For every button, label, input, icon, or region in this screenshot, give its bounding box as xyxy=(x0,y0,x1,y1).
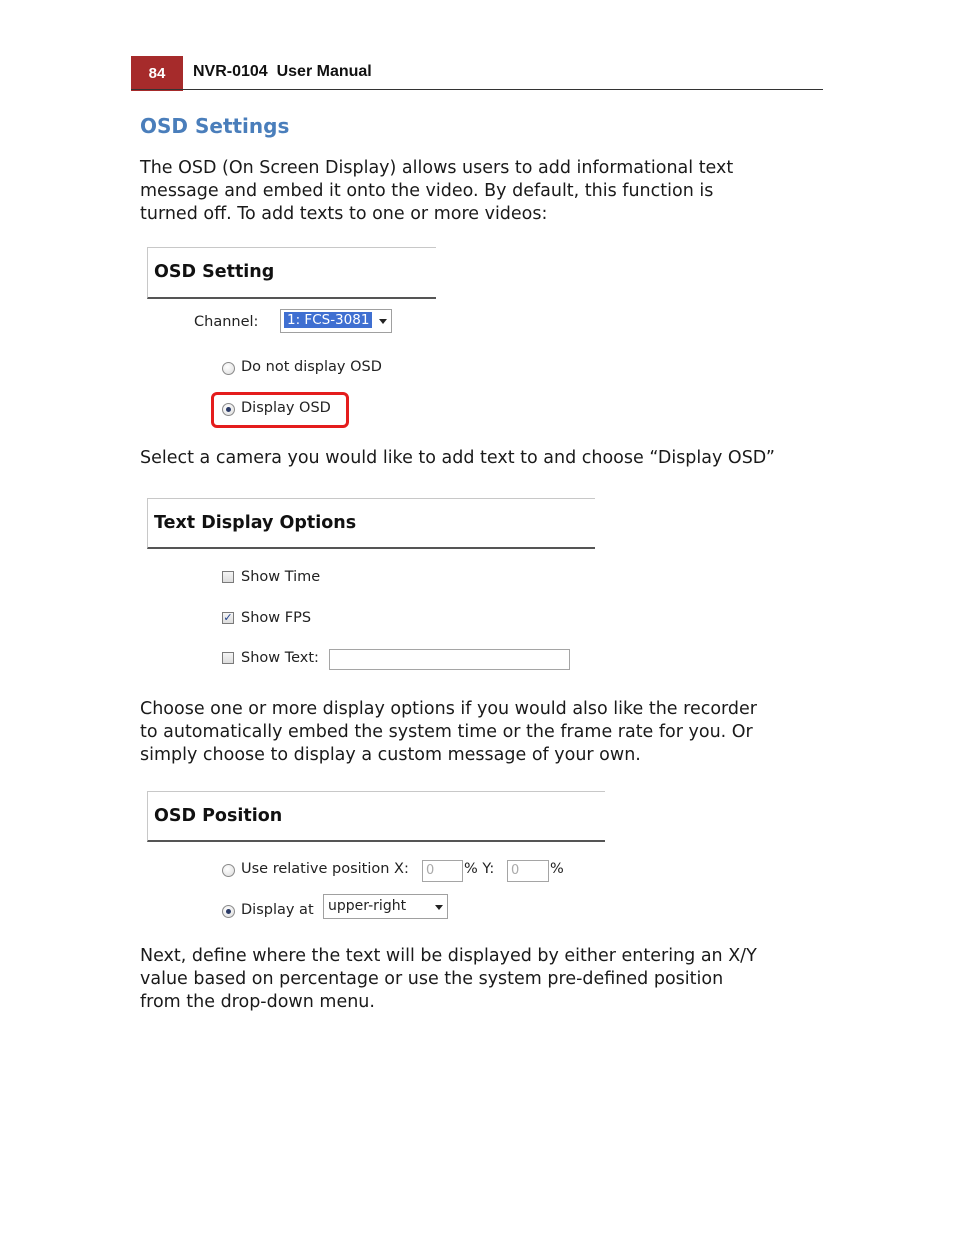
channel-select[interactable] xyxy=(280,309,392,333)
caption-line: to automatically embed the system time or the frame rate for you. Or xyxy=(140,722,753,742)
show-time-label: Show Time xyxy=(241,569,321,585)
caption-line: simply choose to display a custom message of your own. xyxy=(140,745,641,765)
display-osd-label: Display OSD xyxy=(241,400,331,416)
show-text-label: Show Text: xyxy=(241,650,319,666)
intro-line: message and embed it onto the video. By default, this function is xyxy=(140,181,714,201)
y-position-label: % Y: xyxy=(464,861,495,877)
display-at-label: Display at xyxy=(241,902,314,918)
caption-position xyxy=(140,945,757,1014)
show-fps-label: Show FPS xyxy=(241,610,312,626)
caption-line: Select a camera you would like to add text to and choose “Display OSD” xyxy=(140,448,775,468)
relative-position-label: Use relative position X: xyxy=(241,861,409,877)
osd-position-panel-header xyxy=(147,791,605,842)
channel-selected-value: 1: FCS-3081 xyxy=(284,312,372,328)
caption-line: Choose one or more display options if you would also like the recorder xyxy=(140,699,758,719)
relative-position-radio[interactable] xyxy=(222,864,235,877)
caption-select-camera xyxy=(140,447,775,470)
display-at-selected-value: upper-right xyxy=(328,898,407,914)
do-not-display-osd-radio[interactable] xyxy=(222,362,235,375)
chevron-down-icon xyxy=(379,319,387,324)
highlight-box xyxy=(211,392,349,428)
percent-label: % xyxy=(550,861,564,877)
text-display-heading: Text Display Options xyxy=(154,513,357,533)
section-title: OSD Settings xyxy=(140,114,290,138)
display-at-radio[interactable] xyxy=(222,905,235,918)
caption-display-options xyxy=(140,698,757,767)
y-position-input[interactable]: 0 xyxy=(507,860,549,882)
intro-paragraph xyxy=(140,157,733,226)
x-position-input[interactable]: 0 xyxy=(422,860,463,882)
show-time-checkbox[interactable] xyxy=(222,571,234,583)
channel-label: Channel: xyxy=(194,314,259,330)
page-number: 84 xyxy=(131,56,183,91)
intro-line: The OSD (On Screen Display) allows users to add informational text xyxy=(140,158,734,178)
osd-position-heading: OSD Position xyxy=(154,806,283,826)
show-text-checkbox[interactable] xyxy=(222,652,234,664)
intro-line: turned off. To add texts to one or more videos: xyxy=(140,204,548,224)
caption-line: Next, define where the text will be displayed by either entering an X/Y xyxy=(140,946,757,966)
text-display-panel-header xyxy=(147,498,595,549)
show-fps-checkbox[interactable]: ✓ xyxy=(223,611,233,624)
display-at-select[interactable] xyxy=(323,894,448,919)
caption-line: from the drop-down menu. xyxy=(140,992,375,1012)
caption-line: value based on percentage or use the system pre-defined position xyxy=(140,969,724,989)
manual-title: NVR-0104 User Manual xyxy=(193,63,372,80)
chevron-down-icon xyxy=(435,905,443,910)
osd-setting-panel-header xyxy=(147,247,436,299)
do-not-display-osd-label: Do not display OSD xyxy=(241,359,382,375)
header-rule xyxy=(131,89,823,90)
show-text-input[interactable] xyxy=(329,649,570,670)
osd-setting-heading: OSD Setting xyxy=(154,262,275,282)
